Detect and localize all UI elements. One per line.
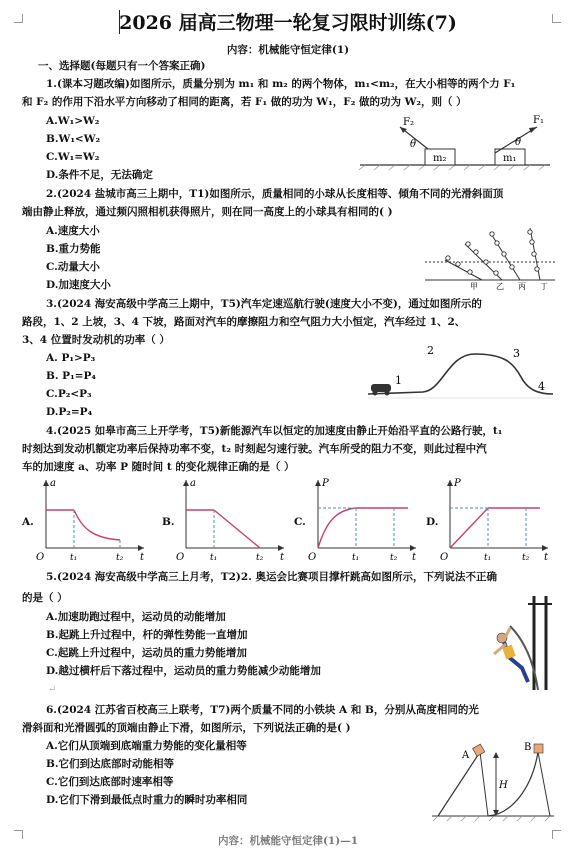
q3-option-b: B. P₁=P₄ bbox=[46, 370, 96, 382]
q5-option-d: D.越过横杆后下落过程中，运动员的重力势能减少动能增加 bbox=[46, 665, 321, 677]
q3-stem-line2: 路段，1、2 上坡，3、4 下坡，路面对汽车的摩擦阻力和空气阻力大小恒定，汽车经过 1、2、 bbox=[22, 316, 466, 328]
q4-d-t2: t₂ bbox=[522, 553, 530, 562]
q1-theta-left: θ bbox=[410, 139, 417, 150]
q4-a-t2: t₂ bbox=[116, 553, 124, 562]
q6-option-d: D.它们下滑到最低点时重力的瞬时功率相同 bbox=[46, 794, 248, 806]
q3-pos-3: 3 bbox=[513, 347, 520, 360]
q2-option-a: A.速度大小 bbox=[46, 225, 100, 237]
q1-option-a: A.W₁>W₂ bbox=[46, 115, 100, 127]
q3-stem-line3: 3、4 位置时发动机的功率（ ） bbox=[22, 334, 170, 346]
q1-option-d: D.条件不足，无法确定 bbox=[46, 169, 153, 181]
q2-stem-line1: 2.(2024 盐城市高三上期中，T1)如图所示，质量相同的小球从长度相等、倾角不同的光滑斜面顶 bbox=[46, 188, 504, 200]
q1-f2-label: F₂ bbox=[403, 117, 414, 128]
q4-c-t2: t₂ bbox=[390, 553, 398, 562]
q2-label-jia: 甲 bbox=[470, 282, 478, 290]
q6-option-b: B.它们到达底部时动能相等 bbox=[46, 758, 175, 770]
q1-option-c: C.W₁=W₂ bbox=[46, 151, 100, 163]
q4-c-axis: P bbox=[322, 478, 329, 489]
q3-pos-2: 2 bbox=[427, 344, 434, 357]
q3-stem-line1: 3.(2024 海安高级中学高三上期中，T5)汽车定速巡航行驶(速度大小不变)，通过如图所示的 bbox=[46, 298, 482, 310]
q5-paragraph-mark: ↵ bbox=[48, 684, 57, 695]
q4-d-axis: P bbox=[454, 478, 461, 489]
q4-graph-a bbox=[36, 476, 148, 562]
q4-a-origin: O bbox=[36, 552, 45, 562]
q6-stem-line2: 滑斜面和光滑圆弧的顶端由静止下滑，如图所示，下列说法正确的是( ) bbox=[22, 722, 351, 734]
q3-option-a: A. P₁>P₃ bbox=[46, 352, 96, 364]
q4-graph-b-label: B. bbox=[162, 516, 175, 528]
q4-a-axis: a bbox=[50, 478, 56, 489]
q4-d-origin: O bbox=[440, 552, 449, 562]
q5-stem-line2: 的是（ ） bbox=[22, 592, 68, 604]
q4-graph-c-label: C. bbox=[294, 516, 306, 528]
q5-pole-vault-figure bbox=[464, 594, 556, 690]
q4-b-t2: t₂ bbox=[256, 553, 264, 562]
q2-figure bbox=[420, 222, 560, 290]
q2-label-bing: 丙 bbox=[518, 282, 526, 290]
q1-stem-line2: 和 F₂ 的作用下沿水平方向移动了相同的距离，若 F₁ 做的功为 W₁，F₂ 做的功为 W₂，则（ ） bbox=[22, 96, 467, 108]
q2-label-yi: 乙 bbox=[496, 282, 504, 290]
q6-label-b: B bbox=[524, 742, 532, 753]
q5-stem-line1: 5.(2024 海安高级中学高三上月考，T2)2. 奥运会比赛项目撑杆跳高如图所示，下列说法不正确 bbox=[46, 571, 498, 583]
q2-option-d: D.加速度大小 bbox=[46, 279, 111, 291]
q1-theta-right: θ bbox=[515, 137, 522, 148]
q2-option-c: C.动量大小 bbox=[46, 261, 100, 273]
q4-b-t: t bbox=[280, 552, 285, 562]
q6-option-a: A.它们从顶端到底端重力势能的变化量相等 bbox=[46, 740, 247, 752]
q3-pos-4: 4 bbox=[538, 380, 545, 393]
q4-stem-line1: 4.(2025 如皋市高三上开学考，T5)新能源汽车以恒定的加速度由静止开始沿平直的公路行驶，t₁ bbox=[46, 425, 503, 437]
q5-option-c: C.起跳上升过程中，运动员的重力势能增加 bbox=[46, 647, 247, 659]
q1-option-b: B.W₁<W₂ bbox=[46, 133, 101, 145]
q5-option-a: A.加速助跑过程中，运动员的动能增加 bbox=[46, 611, 226, 623]
q2-label-ding: 丁 bbox=[540, 282, 548, 290]
q5-option-b: B.起跳上升过程中，杆的弹性势能一直增加 bbox=[46, 629, 248, 641]
q4-b-origin: O bbox=[176, 552, 185, 562]
q1-stem-line1: 1.(课本习题改编)如图所示，质量分别为 m₁ 和 m₂ 的两个物体，m₁<m₂，在大小相等的两个力 F₁ bbox=[46, 78, 516, 90]
q4-c-origin: O bbox=[308, 552, 317, 562]
q4-d-t: t bbox=[544, 552, 549, 562]
q6-label-a: A bbox=[462, 750, 470, 761]
q4-c-t1: t₁ bbox=[352, 553, 360, 562]
q4-b-t1: t₁ bbox=[210, 553, 218, 562]
q3-option-c: C.P₂<P₃ bbox=[46, 388, 92, 400]
q1-f1-label: F₁ bbox=[533, 115, 544, 126]
q1-m2-label: m₂ bbox=[433, 153, 447, 164]
q2-option-b: B.重力势能 bbox=[46, 243, 101, 255]
q4-stem-line3: 车的加速度 a、功率 P 随时间 t 的变化规律正确的是（ ） bbox=[22, 461, 295, 473]
q4-a-t: t bbox=[140, 552, 145, 562]
q6-figure bbox=[428, 738, 558, 822]
q4-stem-line2: 时刻达到发动机额定功率后保持功率不变，t₂ 时刻起匀速行驶。汽车所受的阻力不变，则此过程中汽 bbox=[22, 443, 487, 455]
q3-pos-1: 1 bbox=[395, 374, 402, 387]
page-footer: 内容：机械能守恒定律(1)—1 bbox=[217, 835, 359, 847]
q4-graph-a-label: A. bbox=[22, 516, 34, 528]
section-heading: 一、选择题(每题只有一个答案正确) bbox=[38, 60, 206, 72]
q6-stem-line1: 6.(2024 江苏省百校高三上联考，T7)两个质量不同的小铁块 A 和 B，分别从高度相同的光 bbox=[46, 704, 479, 716]
q1-figure bbox=[355, 113, 555, 171]
q6-label-h: H bbox=[499, 780, 508, 791]
q6-option-c: C.它们到达底部时速率相等 bbox=[46, 776, 174, 788]
q4-b-axis: a bbox=[190, 478, 196, 489]
q3-option-d: D.P₂=P₄ bbox=[46, 406, 93, 418]
q4-c-t: t bbox=[412, 552, 417, 562]
q1-m1-label: m₁ bbox=[503, 153, 517, 164]
q2-stem-line2: 端由静止释放，通过频闪照相机获得照片，则在同一高度上的小球具有相同的( ) bbox=[22, 206, 393, 218]
page-title: 2026 届高三物理一轮复习限时训练(7) bbox=[119, 12, 457, 34]
q4-graph-d-label: D. bbox=[426, 516, 439, 528]
page-subtitle: 内容：机械能守恒定律(1) bbox=[226, 44, 350, 56]
q4-a-t1: t₁ bbox=[70, 553, 78, 562]
q3-figure bbox=[363, 332, 558, 402]
q4-graph-d bbox=[440, 476, 552, 562]
q4-graph-c bbox=[308, 476, 420, 562]
q4-d-t1: t₁ bbox=[484, 553, 492, 562]
q4-graph-b bbox=[176, 476, 288, 562]
